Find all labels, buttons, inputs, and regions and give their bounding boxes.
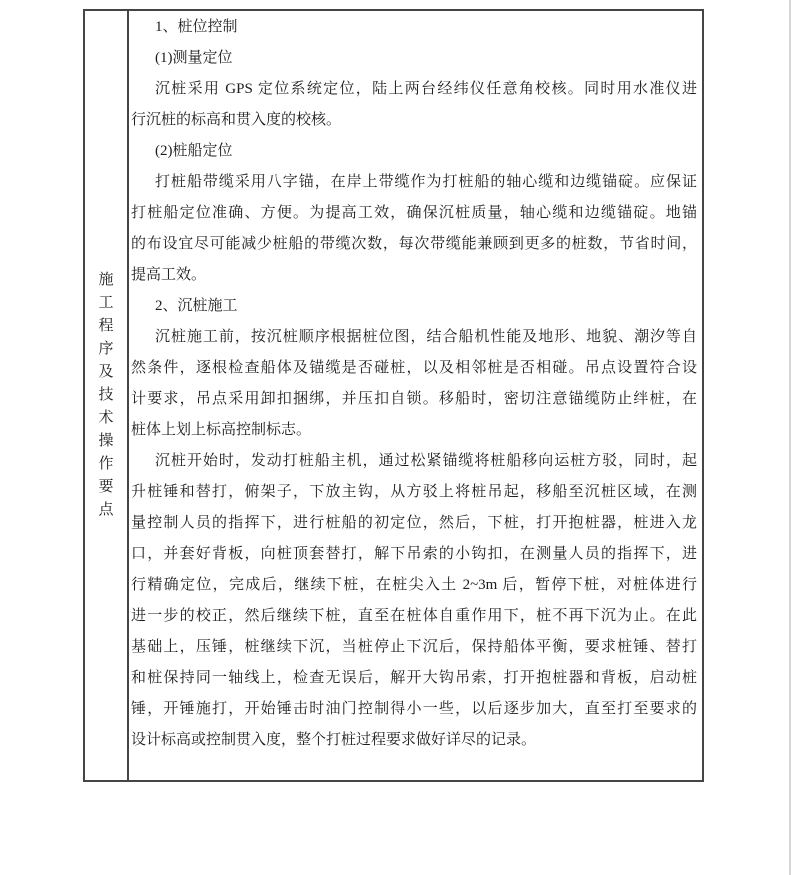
procedure-table	[83, 9, 704, 782]
row-header-text	[98, 269, 113, 522]
row-header-char: 点	[98, 502, 114, 518]
text-line: 2、沉桩施工	[155, 298, 238, 314]
text-line: 桩体上划上标高控制标志。	[131, 422, 312, 438]
row-header-char: 术	[98, 410, 114, 426]
text-line: 打桩船定位准确、方便。为提高工效，确保沉桩质量，轴心缆和边缆锚碇。地锚	[131, 205, 697, 221]
text-line: 口，并套好背板，向桩顶套替打，解下吊索的小钩扣，在测量人员的指挥下，进	[131, 546, 697, 562]
text-line: 设计标高或控制贯入度，整个打桩过程要求做好详尽的记录。	[131, 732, 537, 748]
text-line: 提高工效。	[131, 267, 207, 283]
row-header-char: 施	[98, 272, 114, 288]
procedure-text-cell	[129, 11, 702, 780]
text-line: 行精确定位，完成后，继续下桩，在桩尖入土 2~3m 后，暂停下桩，对桩体进行	[131, 577, 697, 593]
text-line: 沉桩采用 GPS 定位系统定位，陆上两台经纬仪任意角校核。同时用水准仪进	[155, 81, 697, 97]
text-line: 1、桩位控制	[155, 19, 238, 35]
text-line: 计要求，吊点采用卸扣捆绑，并压扣自锁。移船时，密切注意锚缆防止绊桩，在	[131, 391, 697, 407]
text-line: 锤，开锤施打，开始锤击时油门控制得小一些，以后逐步加大，直至打至要求的	[131, 701, 697, 717]
row-header-char: 工	[98, 295, 114, 311]
text-line: 行沉桩的标高和贯入度的校核。	[131, 112, 342, 128]
row-header-char: 操	[98, 433, 114, 449]
text-line: 量控制人员的指挥下，进行桩船的初定位，然后，下桩，打开抱桩器，桩进入龙	[131, 515, 697, 531]
text-line: 的布设宜尽可能减少桩船的带缆次数，每次带缆能兼顾到更多的桩数，节省时间，	[131, 236, 697, 252]
text-line: 进一步的校正，然后继续下桩，直至在桩体自重作用下，桩不再下沉为止。在此	[131, 608, 697, 624]
row-header-char: 作	[98, 456, 114, 472]
text-line: (2)桩船定位	[155, 143, 233, 159]
text-line: 升桩锤和替打，俯架子，下放主钩，从方驳上将桩吊起，移船至沉桩区域，在测	[131, 484, 697, 500]
text-line: 和桩保持同一轴线上，检查无误后，解开大钩吊索，打开抱桩器和背板，启动桩	[131, 670, 697, 686]
row-header-char: 技	[98, 387, 114, 403]
procedure-text	[131, 12, 697, 756]
row-header-cell	[85, 11, 129, 780]
row-header-char: 程	[98, 318, 114, 334]
text-line: 沉桩开始时，发动打桩船主机，通过松紧锚缆将桩船移向运桩方驳，同时，起	[155, 453, 697, 469]
row-header-char: 及	[98, 364, 114, 380]
text-line: 沉桩施工前，按沉桩顺序根据桩位图，结合船机性能及地形、地貌、潮汐等自	[155, 329, 697, 345]
text-line: 基础上，压锤，桩继续下沉，当桩停止下沉后，保持船体平衡，要求桩锤、替打	[131, 639, 697, 655]
row-header-char: 序	[98, 341, 114, 357]
text-line: 打桩船带缆采用八字锚，在岸上带缆作为打桩船的轴心缆和边缆锚碇。应保证	[155, 174, 697, 190]
row-header-char: 要	[98, 479, 114, 495]
text-line: 然条件，逐根检查船体及锚缆是否碰桩，以及相邻桩是否相碰。吊点设置符合设	[131, 360, 697, 376]
text-line: (1)测量定位	[155, 50, 233, 66]
